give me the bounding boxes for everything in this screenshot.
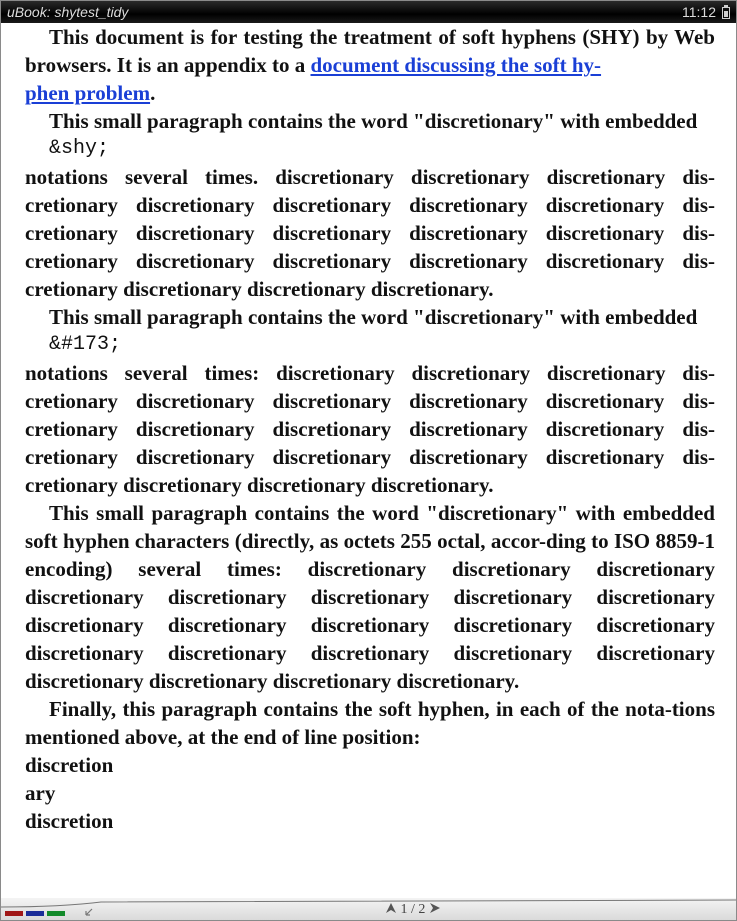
shy-entity-body: notations several times. discretionary discretionary discretionary dis-cretionary discretionary discretionary discretionary discretionary dis-cretionary discretionary discretionary discretionary discretionary dis-cretionary discretionary discretionary discretionary discretionary dis-cretionary discretionary discretionary discretionary. (25, 165, 715, 301)
paragraph-shy-entity-body (25, 163, 715, 303)
color-marker-blue[interactable] (26, 911, 44, 916)
document-page (25, 23, 715, 835)
title-bar (1, 1, 736, 23)
final-text: Finally, this paragraph contains the soft hyphen, in each of the nota-tions mentioned above, at the end of line position: (25, 697, 715, 749)
paragraph-numeric-entity (25, 303, 715, 359)
tail-line-3: discretion (25, 809, 114, 833)
paragraph-raw-octets (25, 499, 715, 695)
paragraph-numeric-entity-body (25, 359, 715, 499)
numeric-entity-code: &#173; (49, 333, 122, 356)
shy-entity-code: &shy; (49, 137, 110, 160)
numeric-entity-body: notations several times: discretionary discretionary discretionary dis-cretionary discretionary discretionary discretionary discretionary dis-cretionary discretionary discretionary discretionary discretionary dis-cretionary discretionary discretionary discretionary discretionary dis-cretionary discretionary discretionary discretionary. (25, 361, 715, 497)
clock: 11:12 (682, 4, 716, 20)
tail-line-1: discretion (25, 753, 114, 777)
link-text-line2: phen problem (25, 81, 151, 105)
paragraph-intro (25, 23, 715, 107)
status-bar (1, 898, 736, 920)
paragraph-shy-entity (25, 107, 715, 163)
color-marker-green[interactable] (47, 911, 65, 916)
paragraph-final (25, 695, 715, 751)
intro-text: This document is for testing the treatment of soft hyphens (SHY) by Web browsers. It is an appendix to a (25, 25, 715, 77)
battery-icon (722, 5, 730, 18)
page-indicator: 1 / 2 (400, 902, 426, 917)
page-indicator-group (385, 902, 441, 918)
raw-octets-text: This small paragraph contains the word "discretionary" with embedded soft hyphen characters (directly, as octets 255 octal, accor-ding to ISO 8859-1 encoding) several times: discretionary discretionary discretionary discretionary discretionary discretionary discretionary discretionary discretionary discretionary discretionary discretionary discretionary discretionary discretionary discretionary discretionary discretionary discretionary discretionary discretionary discretionary. (25, 501, 715, 693)
prev-page-icon[interactable] (385, 902, 397, 914)
link-text-line1: document discussing the soft hy- (310, 53, 602, 77)
next-page-icon[interactable] (429, 902, 441, 914)
intro-period: . (150, 81, 156, 105)
shy-entity-intro: This small paragraph contains the word "discretionary" with embedded (49, 109, 698, 133)
numeric-entity-intro: This small paragraph contains the word "discretionary" with embedded (49, 305, 698, 329)
status-bar-curve (1, 898, 736, 908)
back-arrow-icon[interactable] (83, 906, 95, 918)
color-marker-red[interactable] (5, 911, 23, 916)
window-title: uBook: shytest_tidy (7, 4, 129, 20)
tail-line-2: ary (25, 781, 56, 805)
